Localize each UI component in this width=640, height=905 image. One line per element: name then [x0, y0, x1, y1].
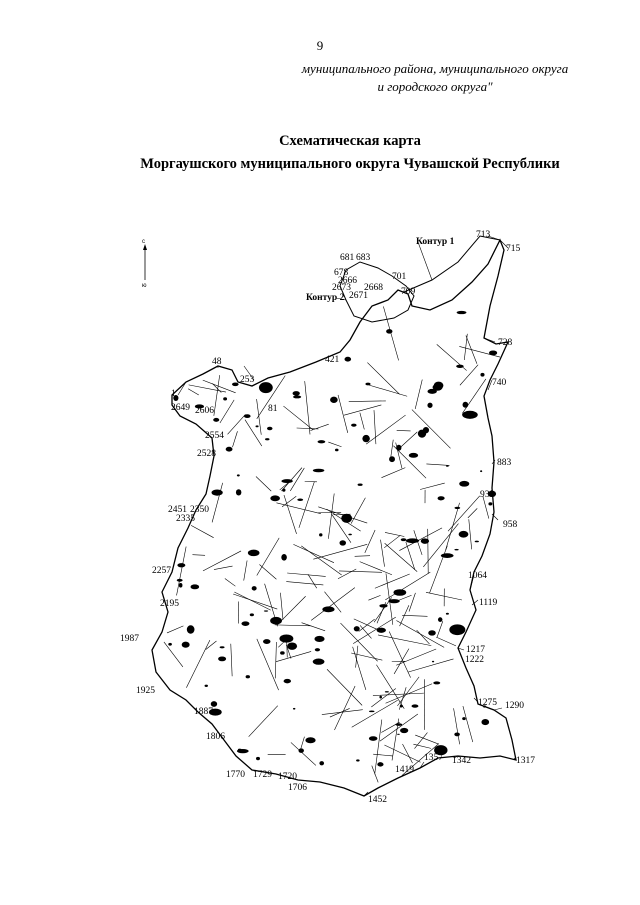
point-label-2195: 2195 — [160, 599, 179, 609]
plot-line — [397, 430, 411, 431]
point-label-81: 81 — [268, 404, 278, 414]
settlement-patch — [438, 617, 442, 622]
header-note-line-2: и городского округа" — [377, 79, 493, 94]
point-label-883: 883 — [497, 458, 512, 468]
plot-line — [177, 547, 187, 596]
settlement-patch — [287, 642, 297, 649]
plot-line — [311, 588, 355, 621]
plot-line — [257, 639, 279, 690]
settlement-patch — [480, 373, 484, 377]
settlement-patch — [379, 696, 382, 699]
settlement-patch — [423, 427, 429, 433]
settlement-patch — [270, 617, 282, 625]
settlement-patch — [313, 469, 325, 472]
point-label-2606: 2606 — [195, 406, 214, 416]
plot-line — [192, 555, 205, 556]
plot-line — [397, 677, 419, 706]
settlement-patch — [421, 538, 429, 544]
plot-line — [369, 385, 407, 396]
point-label-1064: 1064 — [468, 571, 487, 581]
plot-line — [423, 524, 458, 567]
settlement-patch — [226, 447, 233, 452]
point-label-1119: 1119 — [479, 598, 498, 608]
settlement-areas — [168, 311, 497, 767]
plot-line — [353, 647, 366, 690]
plot-line — [380, 714, 418, 741]
settlement-patch — [400, 705, 403, 708]
compass-south-label: ю — [142, 283, 147, 289]
settlement-patch — [270, 495, 280, 501]
settlement-patch — [267, 427, 273, 431]
plot-line — [297, 428, 319, 429]
plot-line — [302, 623, 326, 631]
plot-line — [330, 708, 350, 717]
point-label-701: 701 — [392, 272, 407, 282]
settlement-patch — [475, 541, 479, 543]
plot-line — [360, 413, 364, 430]
settlement-patch — [397, 734, 400, 735]
point-label-1290: 1290 — [505, 701, 524, 711]
plot-line — [313, 544, 367, 559]
plot-line — [280, 593, 283, 620]
settlement-patch — [259, 382, 273, 393]
plot-line — [378, 635, 431, 646]
settlement-patch — [248, 550, 260, 557]
plot-line — [415, 735, 438, 744]
plot-line — [437, 621, 443, 637]
plot-line — [349, 401, 386, 402]
plot-line — [214, 566, 233, 569]
settlement-patch — [446, 465, 449, 466]
point-label-2451: 2451 — [168, 505, 187, 515]
settlement-patch — [265, 438, 269, 440]
settlement-patch — [395, 723, 402, 726]
plot-line — [381, 468, 405, 478]
settlement-patch — [428, 630, 436, 635]
settlement-patch — [462, 717, 466, 720]
plot-line — [417, 630, 430, 644]
settlement-patch — [293, 395, 301, 398]
point-label-1357: 1357 — [424, 753, 443, 763]
point-label-253: 253 — [240, 375, 255, 385]
settlement-patch — [246, 675, 250, 678]
plot-line — [408, 659, 454, 672]
plot-line — [359, 619, 375, 631]
settlement-patch — [389, 456, 395, 462]
plot-line — [234, 592, 270, 610]
settlement-patch — [379, 604, 387, 607]
plot-line — [355, 556, 370, 557]
settlement-patch — [356, 759, 360, 761]
plot-line — [308, 574, 317, 588]
plot-line — [460, 365, 478, 386]
point-label-1987: 1987 — [120, 634, 139, 644]
settlement-patch — [388, 599, 400, 603]
point-label-709: 709 — [401, 287, 416, 297]
plot-line — [420, 483, 445, 489]
settlement-patch — [256, 425, 259, 427]
point-label-2668: 2668 — [364, 283, 383, 293]
point-label-1222: 1222 — [465, 655, 484, 665]
plot-line — [167, 626, 183, 633]
settlement-patch — [454, 507, 460, 509]
point-label-2554: 2554 — [205, 431, 224, 441]
point-label-2673: 2673 — [332, 283, 351, 293]
plot-line — [403, 744, 413, 763]
plot-line — [290, 468, 304, 491]
settlement-patch — [365, 383, 370, 386]
settlement-patch — [406, 538, 419, 543]
plot-line — [462, 379, 485, 413]
settlement-patch — [293, 708, 296, 710]
plot-line — [415, 380, 422, 409]
settlement-patch — [179, 583, 183, 588]
plot-line — [257, 538, 279, 576]
plot-line — [339, 571, 382, 572]
point-label-421: 421 — [325, 355, 340, 365]
plot-line — [282, 496, 296, 507]
plot-line — [334, 686, 355, 730]
plot-line — [454, 708, 460, 744]
settlement-patch — [205, 685, 208, 687]
settlement-patch — [284, 679, 291, 683]
point-label-1275: 1275 — [478, 698, 497, 708]
plot-line — [368, 595, 380, 600]
point-label-1419: 1419 — [395, 765, 414, 775]
plot-line — [286, 582, 323, 585]
point-label-2350: 2350 — [190, 505, 209, 515]
contour-2-label: Контур 2 — [306, 293, 345, 303]
point-label-1706: 1706 — [288, 783, 307, 793]
plot-line — [214, 375, 220, 416]
settlement-patch — [459, 481, 469, 487]
plot-line — [385, 572, 430, 600]
plot-line — [366, 415, 405, 444]
settlement-patch — [264, 610, 268, 611]
plot-line — [328, 442, 341, 447]
settlement-patch — [212, 490, 223, 496]
plot-line — [338, 395, 348, 433]
settlement-patch — [438, 496, 445, 500]
point-label-2666: 2666 — [338, 276, 357, 286]
plot-line — [373, 754, 392, 756]
header-note-line-1: муниципального района, муниципального округа — [301, 61, 569, 76]
plot-line — [374, 410, 376, 444]
settlement-patch — [454, 549, 458, 551]
settlement-patch — [187, 625, 195, 633]
settlement-patch — [236, 489, 241, 495]
plot-line — [249, 706, 278, 737]
settlement-patch — [463, 402, 469, 408]
plot-line — [291, 742, 316, 765]
plot-line — [386, 684, 433, 704]
point-label-683: 683 — [356, 253, 371, 263]
plot-line — [360, 625, 371, 638]
plot-line — [301, 546, 341, 575]
settlement-patch — [241, 621, 249, 626]
plot-line — [446, 503, 460, 550]
plot-line — [293, 544, 334, 562]
settlement-patch — [433, 681, 440, 684]
plot-line — [327, 669, 362, 705]
plot-line — [244, 560, 247, 580]
settlement-patch — [341, 514, 352, 523]
plot-line — [186, 640, 210, 688]
settlement-patch — [335, 449, 339, 452]
settlement-patch — [318, 440, 326, 443]
plot-line — [373, 693, 424, 695]
settlement-patch — [362, 435, 369, 442]
settlement-patch — [377, 762, 383, 766]
plot-line — [385, 532, 404, 536]
settlement-patch — [330, 397, 338, 403]
settlement-patch — [263, 639, 271, 644]
settlement-patch — [281, 479, 292, 483]
plot-line — [256, 477, 271, 492]
settlement-patch — [441, 553, 454, 558]
settlement-patch — [412, 704, 419, 707]
plot-line — [344, 405, 381, 415]
point-label-1217: 1217 — [466, 645, 485, 655]
point-label-2649: 2649 — [171, 403, 190, 413]
settlement-patch — [454, 732, 460, 736]
plot-line — [231, 644, 232, 677]
settlement-patch — [313, 659, 325, 665]
settlement-patch — [191, 584, 200, 589]
settlement-patch — [462, 411, 478, 419]
settlement-patch — [345, 357, 352, 362]
point-label-1: 1 — [171, 389, 176, 399]
plot-line — [463, 706, 473, 742]
point-label-728: 728 — [498, 338, 513, 348]
settlement-patch — [456, 365, 464, 368]
settlement-patch — [314, 636, 324, 642]
point-label-938: 938 — [480, 490, 495, 500]
plot-line — [375, 574, 410, 588]
plot-line — [281, 468, 301, 491]
settlement-patch — [351, 424, 356, 427]
point-label-1342: 1342 — [452, 756, 471, 766]
settlement-patch — [182, 642, 190, 648]
north-arrow-icon — [142, 239, 147, 289]
settlement-patch — [409, 453, 418, 458]
settlement-patch — [480, 470, 482, 472]
point-label-715: 715 — [506, 244, 521, 254]
plot-line — [338, 569, 356, 579]
point-label-1729: 1729 — [253, 770, 272, 780]
plot-line — [220, 400, 234, 423]
plot-line — [189, 385, 226, 392]
settlement-patch — [220, 646, 225, 648]
plot-line — [391, 440, 394, 458]
map-title-line-1: Схематическая карта — [279, 133, 421, 149]
point-label-1925: 1925 — [136, 686, 155, 696]
settlement-patch — [432, 661, 434, 663]
plot-line — [212, 483, 223, 523]
settlement-patch — [218, 656, 226, 661]
settlement-patch — [244, 414, 251, 418]
plot-line — [225, 578, 236, 586]
point-label-1806: 1806 — [206, 732, 225, 742]
point-label-1317: 1317 — [516, 756, 535, 766]
plot-line — [245, 420, 262, 446]
plot-line — [365, 530, 375, 553]
point-label-1770: 1770 — [226, 770, 245, 780]
compass-north-label: с — [142, 239, 145, 245]
plot-line — [360, 562, 392, 575]
settlement-patch — [385, 691, 389, 692]
plot-line — [469, 519, 472, 549]
settlement-patch — [281, 554, 287, 561]
settlement-patch — [386, 329, 392, 334]
settlement-patch — [369, 711, 374, 713]
plot-line — [276, 503, 320, 514]
point-label-681: 681 — [340, 253, 355, 263]
plot-line — [402, 615, 427, 616]
settlement-patch — [305, 737, 315, 743]
point-label-2671: 2671 — [349, 291, 368, 301]
settlement-patch — [293, 391, 300, 396]
point-label-1720: 1720 — [278, 772, 297, 782]
plot-line — [412, 410, 451, 449]
settlement-patch — [427, 403, 432, 408]
plot-line — [275, 625, 311, 626]
settlement-patch — [232, 383, 239, 387]
settlement-patch — [177, 563, 185, 567]
point-label-958: 958 — [503, 520, 518, 530]
plot-line — [384, 535, 400, 548]
point-label-678: 678 — [334, 268, 349, 278]
point-label-1887: 1887 — [194, 707, 213, 717]
plot-line — [191, 525, 214, 537]
settlement-patch — [489, 350, 497, 355]
settlement-patch — [449, 624, 465, 635]
settlement-patch — [358, 484, 363, 486]
settlement-patch — [319, 761, 324, 765]
settlement-patch — [250, 613, 254, 616]
plot-line — [299, 481, 315, 527]
plot-line — [464, 334, 467, 360]
settlement-patch — [481, 719, 489, 725]
contour-1-label: Контур 1 — [416, 237, 455, 247]
settlement-patch — [377, 628, 386, 633]
settlement-patch — [354, 626, 360, 631]
settlement-patch — [279, 634, 293, 642]
settlement-patch — [348, 534, 351, 536]
settlement-patch — [446, 613, 449, 615]
settlement-patch — [297, 499, 303, 501]
settlement-patch — [488, 502, 492, 505]
settlement-patch — [237, 749, 249, 753]
point-label-2335: 2335 — [176, 514, 195, 524]
settlement-patch — [213, 418, 219, 422]
plot-line — [257, 399, 262, 435]
settlement-patch — [459, 531, 469, 538]
settlement-patch — [223, 397, 227, 400]
plot-line — [232, 431, 237, 447]
plot-line — [275, 642, 276, 678]
settlement-patch — [339, 540, 346, 545]
settlement-patch — [319, 533, 322, 536]
plot-line — [430, 546, 448, 593]
settlement-patch — [298, 748, 303, 753]
plot-line — [212, 383, 221, 392]
point-label-740: 740 — [492, 378, 507, 388]
plot-line — [228, 414, 246, 434]
plot-line — [188, 389, 199, 395]
settlement-patch — [282, 488, 285, 491]
boundary-point-labels — [120, 230, 535, 805]
plot-line — [164, 642, 183, 667]
settlement-patch — [211, 701, 217, 707]
settlement-patch — [369, 736, 378, 741]
settlement-patch — [280, 651, 285, 654]
point-label-2257: 2257 — [152, 566, 171, 576]
settlement-patch — [256, 757, 260, 760]
settlement-patch — [315, 648, 320, 651]
plot-line — [353, 617, 396, 644]
settlement-patch — [237, 474, 240, 476]
page-number: 9 — [316, 38, 324, 53]
plot-line — [383, 306, 398, 360]
plot-line — [381, 540, 385, 567]
settlement-patch — [322, 606, 334, 612]
settlement-patch — [457, 311, 467, 314]
plot-line — [468, 508, 477, 518]
plot-line — [287, 573, 326, 576]
plot-line — [385, 543, 418, 571]
plot-line — [389, 632, 410, 678]
plot-line — [426, 464, 449, 466]
map-title-line-2: Моргаушского муниципального округа Чувашской Республики — [140, 156, 560, 172]
plot-line — [398, 595, 412, 600]
settlement-patch — [433, 384, 443, 391]
settlement-patch — [393, 589, 406, 596]
plot-line — [396, 649, 436, 665]
plot-line — [371, 688, 396, 707]
plot-line — [233, 594, 277, 609]
settlement-patch — [400, 728, 408, 733]
settlement-patch — [168, 643, 172, 646]
plot-line — [301, 737, 305, 749]
settlement-patch — [252, 586, 257, 590]
point-label-1452: 1452 — [368, 795, 387, 805]
settlement-patch — [177, 579, 183, 582]
settlement-patch — [401, 538, 407, 541]
point-label-713: 713 — [476, 230, 491, 240]
plot-line — [401, 432, 418, 447]
settlement-patch — [396, 445, 401, 451]
point-label-48: 48 — [212, 357, 222, 367]
point-label-2528: 2528 — [197, 449, 216, 459]
